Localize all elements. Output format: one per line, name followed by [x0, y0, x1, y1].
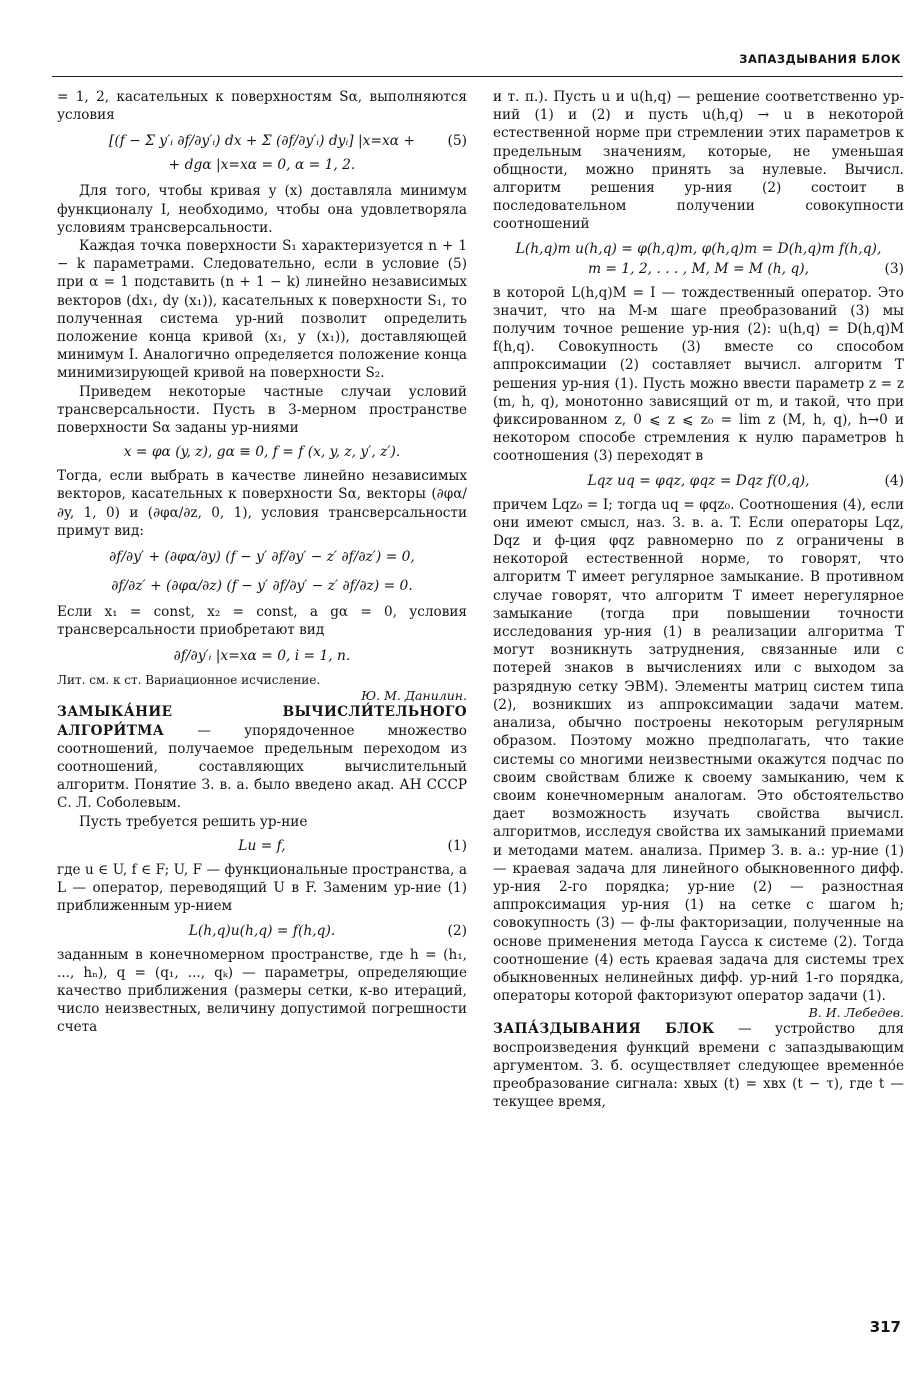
- paragraph: в которой L(h,q)M = I — тождественный оператор. Это значит, что на M-м шаге преобразований (3) мы получим точное решение ур-ния (2): u(h,q) = D(h,q)M f(h,q). Совокупность (3) вместе со способом аппроксимации (2) составляет вычисл. алгоритм T решения ур-ния (1). Пусть можно ввести параметр z = z (m, h, q), монотонно зависящий от m, и такой, что при фиксированном z, 0 ⩽ z ⩽ z₀ = lim z (M, h, q), h→0 и некотором способе стремления к нулю параметров h соотношения (3) переходят в: [493, 284, 904, 465]
- equation-5-line2: + dgα |x=xα = 0, α = 1, 2.: [168, 157, 356, 174]
- article-entry: [57, 703, 467, 812]
- equation-body: Lu = f,: [238, 837, 286, 854]
- equation-transversality-1: ∂f/∂y′ + (∂φα/∂y) (f − y′ ∂f/∂y′ − z′ ∂f/∂z′) = 0,: [109, 549, 415, 566]
- equation-3-line1: L(h,q)m u(h,q) = φ(h,q)m, φ(h,q)m = D(h,q)m f(h,q),: [515, 240, 882, 257]
- equation-number: (2): [447, 922, 467, 939]
- left-column: [57, 88, 467, 1318]
- paragraph: = 1, 2, касательных к поверхностям Sα, выполняются условия: [57, 89, 467, 124]
- header-rule: [52, 76, 903, 77]
- author-signature: Ю. М. Данилин.: [361, 688, 467, 704]
- article-body: — устройство для воспроизведения функций времени с запаздывающим аргументом. З. б. осуществляет следующее временно́е преобразование сигнала: xвых (t) = xвх (t − τ), где t — текущее время,: [493, 1021, 904, 1111]
- paragraph: Пусть требуется решить ур-ние: [79, 813, 308, 830]
- paragraph: Для того, чтобы кривая y (x) доставляла минимум функционалу I, необходимо, чтобы она удовлетворяла условиям трансверсальности.: [57, 183, 467, 236]
- equation-3-line2: m = 1, 2, . . . , M, M = M (h, q),: [587, 260, 810, 277]
- paragraph: и т. п.). Пусть u и u(h,q) — решение соответственно ур-ний (1) и (2) и пусть u(h,q) → u в некоторой естественной норме при стремлении этих параметров к предельным значениям, которые, не уменьшая общности, можно принять за нулевые. Вычисл. алгоритм решения ур-ния (2) состоит в последовательном получении совокупности соотношений: [493, 89, 904, 233]
- paragraph: Если x₁ = const, x₂ = const, а gα = 0, условия трансверсальности приобретают вид: [57, 604, 467, 639]
- article-headword: ЗАМЫКА́НИЕ ВЫЧИСЛИ́ТЕЛЬНОГО АЛГОРИ́ТМА: [57, 704, 467, 739]
- article-headword: ЗАПА́ЗДЫВАНИЯ БЛОК: [493, 1021, 715, 1038]
- paragraph: причем Lqz₀ = I; тогда uq = φqz₀. Соотношения (4), если они имеют смысл, наз. З. в. а. T. Если операторы Lqz, Dqz и ф-ция φqz равномерно по z ограничены в некоторой естественной норме, то говорят, что алгоритм T имеет регулярное замыкание. В противном случае говорят, что алгоритм T имеет нерегулярное замыкание (тогда при повышении точности исследования ур-ния (1) в реализации алгоритма T могут возникнуть затруднения, связанные или с потерей знаков в вычислениях или с выходом за разрядную сетку ЭВМ). Элементы матриц систем типа (2), возникших из аппроксимации задачи матем. анализа, обычно построены некоторым регулярным образом. Поэтому можно предполагать, что такие системы со многими неизвестными окажутся подчас по своим свойствам ближе к своему замыканию, чем к своим конечномерным аналогам. Это обстоятельство дает возможность изучать свойства вычисл. алгоритмов, исследуя свойства их замыканий приемами и методами матем. анализа. Пример З. в. а.: ур-ние (1) — краевая задача для линейного обыкновенного дифф. ур-ния 2-го порядка; ур-ние (2) — разностная аппроксимация ур-ния (1) на сетке с шагом h; совокупность (3) — ф-лы факторизации, полученные на основе применения метода Гаусса к системе (2). Тогда соотношение (4) есть краевая задача для системы трех обыкновенных нелинейных дифф. ур-ний 1-го порядка, операторы которой факторизуют оператор задачи (1).: [493, 496, 904, 1005]
- article-body: — упорядоченное множество соотношений, получаемое предельным переходом из соотношений, составляющих вычислительный алгоритм. Понятие З. в. а. было введено акад. АН СССР С. Л. Соболевым.: [57, 722, 467, 812]
- equation-5-line1: [(f − Σ y′ᵢ ∂f/∂y′ᵢ) dx + Σ (∂f/∂y′ᵢ) dyᵢ] |x=xα +: [108, 133, 416, 150]
- literature-reference: Лит. см. к ст. Вариационное исчисление.: [57, 673, 321, 688]
- equation-transversality-2: ∂f/∂z′ + (∂φα/∂z) (f − y′ ∂f/∂y′ − z′ ∂f/∂z) = 0.: [111, 578, 413, 595]
- right-column: [493, 88, 904, 1318]
- equation-4: [493, 471, 904, 491]
- equation-number: (4): [884, 472, 904, 489]
- equation-body: L(h,q)u(h,q) = f(h,q).: [188, 922, 336, 939]
- paragraph: где u ∈ U, f ∈ F; U, F — функциональные пространства, а L — оператор, переводящий U в F. Заменим ур-ние (1) приближенным ур-нием: [57, 861, 467, 915]
- running-head: ЗАПАЗДЫВАНИЯ БЛОК: [739, 52, 901, 66]
- author-signature: В. И. Лебедев.: [808, 1005, 904, 1021]
- page-number: 317: [869, 1318, 901, 1336]
- paragraph: Тогда, если выбрать в качестве линейно независимых векторов, касательных к поверхности Sα, векторы (∂φα/∂y, 1, 0) и (∂φα/∂z, 0, 1), условия трансверсальности примут вид:: [57, 468, 467, 539]
- equation-number: (3): [884, 260, 904, 277]
- equation-3: [493, 239, 904, 279]
- equation-number: (5): [447, 133, 467, 150]
- equation-condition: ∂f/∂y′ᵢ |x=xα = 0, i = 1, n.: [173, 648, 351, 665]
- equation-1: [57, 836, 467, 856]
- article-entry: [493, 1020, 904, 1111]
- paragraph: заданным в конечномерном пространстве, где h = (h₁, ..., hₙ), q = (q₁, ..., qₖ) — параметры, определяющие качество приближения (размеры сетки, к-во итераций, число неизвестных, величину допустимой погрешности счета: [57, 946, 467, 1036]
- equation-body: Lqz uq = φqz, φqz = Dqz f(0,q),: [587, 472, 810, 489]
- paragraph: Приведем некоторые частные случаи условий трансверсальности. Пусть в 3-мерном пространстве поверхности Sα заданы ур-ниями: [57, 383, 467, 437]
- paragraph: Каждая точка поверхности S₁ характеризуется n + 1 − k параметрами. Следовательно, если в условие (5) при α = 1 подставить (n + 1 − k) линейно независимых векторов (dx₁, dy (x₁)), касательных к поверхности S₁, то полученная система ур-ний позволит определить положение конца кривой (x₁, y (x₁)), доставляющей минимум I. Аналогично определяется положение конца минимизирующей кривой на поверхности S₂.: [57, 238, 467, 382]
- equation-2: [57, 921, 467, 941]
- equation-5: [57, 129, 467, 177]
- equation-surface: x = φα (y, z), gα ≡ 0, f = f (x, y, z, y′, z′).: [123, 444, 401, 461]
- equation-number: (1): [447, 837, 467, 854]
